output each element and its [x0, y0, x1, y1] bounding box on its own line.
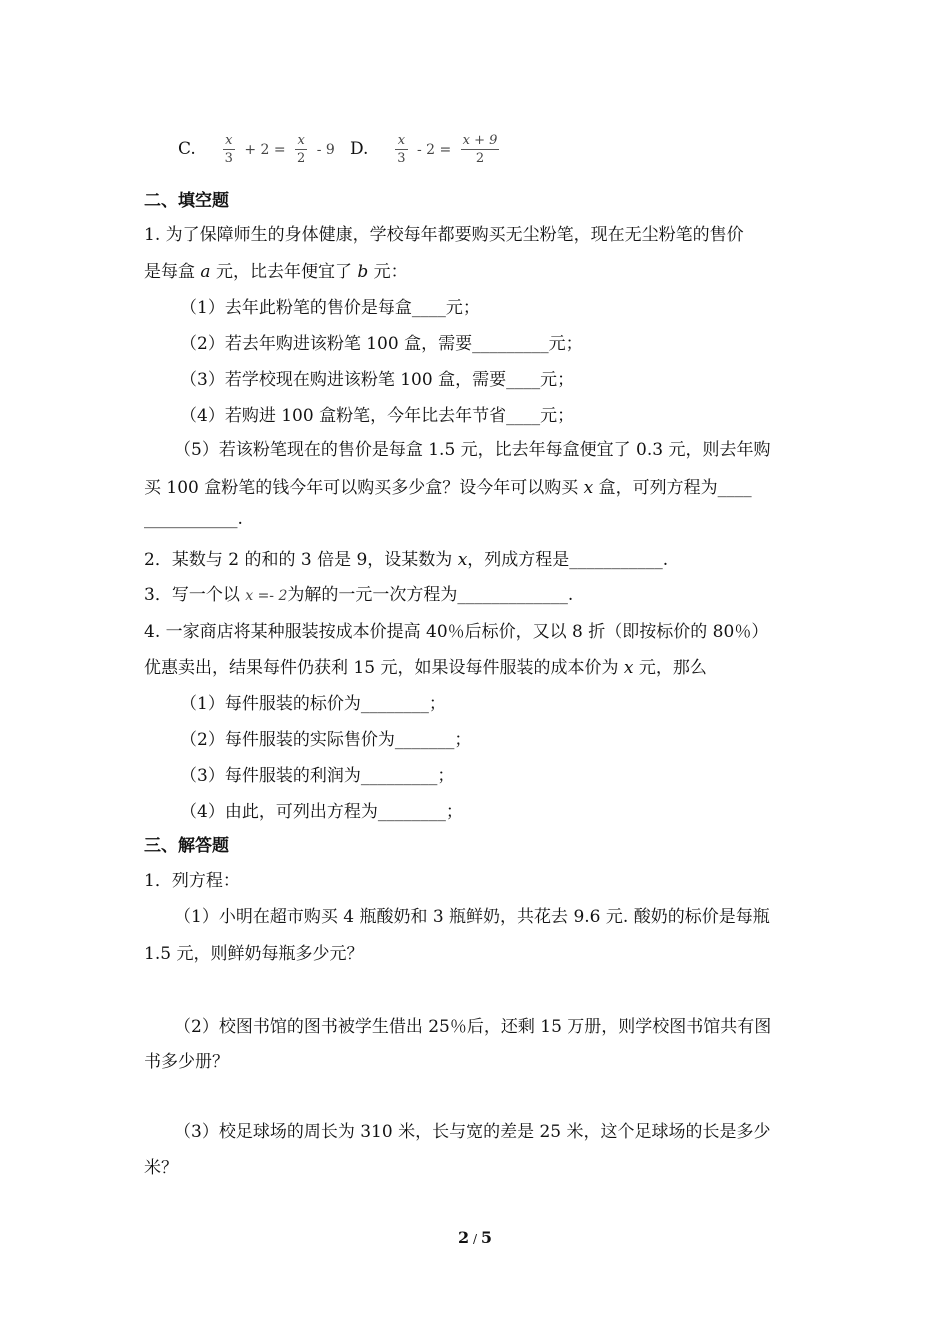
fraction-denominator: 3 [397, 151, 406, 166]
problem-1-line-2: 1.5 元，则鲜奶每瓶多少元？ [144, 944, 364, 964]
text: 元，那么 [633, 658, 707, 678]
problem-1-line-1: （1）小明在超市购买 4 瓶酸奶和 3 瓶鲜奶，共花去 9.6 元. 酸奶的标价是每瓶 [174, 907, 770, 927]
text: 优惠卖出，结果每件仍获利 15 元，如果设每件服装的成本价为 [144, 658, 624, 678]
text: 3．写一个以 [144, 585, 246, 605]
fraction-numerator: x + 9 [462, 133, 498, 148]
problem-2-line-2: 书多少册？ [144, 1052, 229, 1072]
question-2-4-sub-1: （1）每件服装的标价为________； [180, 694, 446, 714]
text: 是每盒 [144, 262, 201, 282]
text: ，列成方程是___________. [467, 550, 669, 570]
problem-3-line-1: （3）校足球场的周长为 310 米，长与宽的差是 25 米，这个足球场的长是多少 [174, 1122, 771, 1142]
fraction-numerator: x [395, 132, 407, 150]
page-separator: / [469, 1232, 481, 1246]
fraction-denominator: 2 [475, 151, 485, 166]
text: 为解的一元一次方程为_____________. [287, 585, 574, 605]
question-2-4-line-1: 4. 一家商店将某种服装按成本价提高 40％后标价，又以 8 折（即按标价的 80％） [144, 622, 769, 642]
problem-2-line-1: （2）校图书馆的图书被学生借出 25％后，还剩 15 万册，则学校图书馆共有图 [174, 1017, 772, 1037]
option-d [350, 132, 501, 167]
text: 元，比去年便宜了 [210, 262, 358, 282]
problem-3-line-2: 米？ [144, 1158, 178, 1178]
section-3-title: 三、解答题 [144, 836, 229, 856]
question-2-1-line-1: 1. 为了保障师生的身体健康，学校每年都要购买无尘粉笔，现在无尘粉笔的售价 [144, 225, 744, 245]
option-c-operator: + 2 = [244, 142, 286, 158]
option-c-fraction-1 [223, 132, 235, 167]
variable-b: b [357, 262, 369, 282]
current-page: 2 [458, 1228, 470, 1247]
fraction-denominator: 2 [297, 151, 306, 166]
variable-x: x [583, 478, 594, 498]
option-d-fraction-1 [395, 132, 407, 167]
option-c [178, 132, 337, 167]
text: 元： [368, 262, 408, 282]
section-2-title: 二、填空题 [144, 191, 229, 211]
question-2-1-sub-3: （3）若学校现在购进该粉笔 100 盒，需要____元； [180, 370, 575, 390]
question-2-1-sub-4: （4）若购进 100 盒粉笔，今年比去年节省____元； [180, 406, 575, 426]
text: 买 100 盒粉笔的钱今年可以购买多少盒？设今年可以购买 [144, 478, 584, 498]
option-c-tail: - 9 [316, 142, 335, 158]
question-2-1-sub-2: （2）若去年购进该粉笔 100 盒，需要_________元； [180, 334, 583, 354]
question-2-4-line-2 [144, 653, 707, 678]
fraction-denominator: 3 [224, 151, 233, 166]
question-2-1-sub-5-line-2 [144, 473, 752, 498]
question-2-3 [144, 580, 573, 605]
option-d-operator: - 2 = [416, 142, 452, 158]
variable-a: a [200, 262, 211, 282]
question-2-1-sub-1: （1）去年此粉笔的售价是每盒____元； [180, 298, 480, 318]
question-2-1-sub-5-line-3: ___________. [144, 509, 243, 529]
question-2-1-sub-5-line-1: （5）若该粉笔现在的售价是每盒 1.5 元，比去年每盒便宜了 0.3 元，则去年购 [174, 440, 771, 460]
option-c-fraction-2 [295, 132, 307, 167]
question-2-4-sub-4: （4）由此，可列出方程为________； [180, 802, 463, 822]
variable-x: x [457, 550, 468, 570]
variable-x: x [623, 658, 634, 678]
math-expression: x =- 2 [245, 588, 288, 604]
question-2-4-sub-2: （2）每件服装的实际售价为_______； [180, 730, 472, 750]
question-2-1-line-2 [144, 257, 408, 282]
text: 2．某数与 2 的和的 3 倍是 9，设某数为 [144, 550, 458, 570]
page-number [0, 1228, 950, 1247]
question-2-2 [144, 545, 668, 570]
text: 盒，可列方程为____ [593, 478, 752, 498]
fraction-numerator: x [223, 132, 235, 150]
option-d-fraction-2 [461, 132, 500, 167]
question-3-1: 1．列方程： [144, 871, 240, 891]
option-d-label: D. [350, 139, 369, 159]
option-c-label: C. [178, 139, 196, 159]
fraction-numerator: x [295, 132, 307, 150]
question-2-4-sub-3: （3）每件服装的利润为_________； [180, 766, 455, 786]
total-pages: 5 [480, 1228, 492, 1247]
